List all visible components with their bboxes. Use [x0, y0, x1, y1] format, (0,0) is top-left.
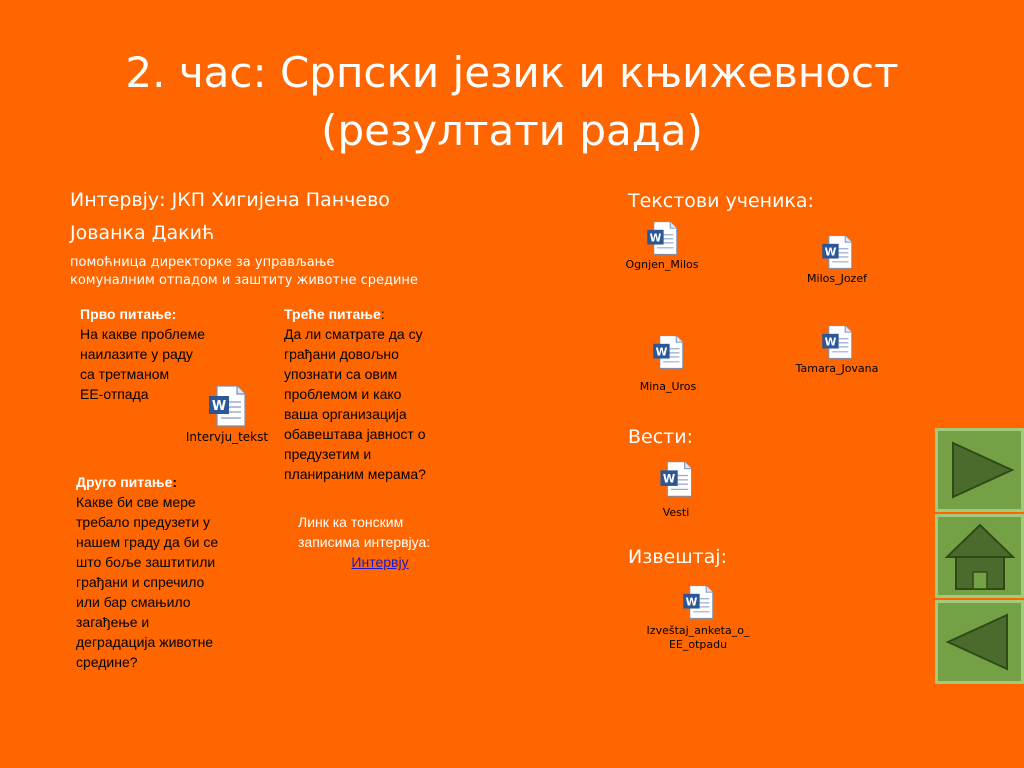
question-2-line: деградација животне: [76, 634, 214, 650]
doc-vesti[interactable]: [616, 460, 736, 520]
interview-role-line-1: помоћница директорке за управљање: [70, 255, 335, 270]
svg-text:W: W: [662, 472, 676, 486]
word-document-icon: [678, 584, 718, 620]
question-2-line: средине?: [76, 654, 138, 670]
doc-caption: Mina_Uros: [639, 380, 697, 393]
word-document-icon: [642, 220, 682, 256]
question-1-colon: :: [171, 306, 177, 322]
interview-role-line-2: комуналним отпадом и заштиту животне средине: [70, 273, 418, 288]
doc-caption: EE_otpadu: [668, 638, 728, 651]
interview-person: Јованка Дакић: [70, 222, 215, 244]
question-1-line: са третманом: [80, 366, 170, 382]
title-line-1: 2. час: Српски језик и књижевност: [125, 48, 899, 97]
home-icon: [940, 517, 1020, 595]
question-1-label: Прво питање: [80, 306, 172, 322]
student-texts-heading: Текстови ученика:: [628, 190, 814, 212]
word-document-icon: [648, 334, 688, 370]
link-intro-line-2: записима интервјуа:: [298, 534, 431, 550]
question-3-line: планираним мерама?: [284, 466, 426, 482]
question-3-line: упознати са овим: [284, 366, 398, 382]
doc-caption: Intervju_tekst: [185, 430, 269, 444]
question-2-line: загађење и: [76, 614, 150, 630]
svg-text:W: W: [649, 231, 662, 245]
home-button[interactable]: [935, 514, 1024, 598]
doc-caption: Milos_Jozef: [807, 272, 867, 285]
question-2-line: или бар смањило: [76, 594, 191, 610]
question-3-line: ваша организација: [284, 406, 407, 422]
question-1-line: наилазите у раду: [80, 346, 193, 362]
doc-caption: Vesti: [662, 506, 690, 519]
question-2-line: грађани и спречило: [76, 574, 205, 590]
word-document-icon: [207, 384, 247, 428]
doc-tamara-jovana[interactable]: [777, 324, 897, 376]
link-intro-line-1: Линк ка тонским: [298, 514, 404, 530]
question-2-line: требало предузети у: [76, 514, 211, 530]
news-heading: Вести:: [628, 426, 693, 448]
question-2-line: нашем граду да би се: [76, 534, 219, 550]
question-2-colon: :: [172, 474, 178, 490]
play-forward-icon: [940, 431, 1020, 509]
question-3-label: Треће питање: [284, 306, 381, 322]
svg-text:W: W: [211, 399, 227, 414]
question-2-label: Друго питање: [76, 474, 173, 490]
svg-text:W: W: [655, 345, 668, 359]
report-heading: Извештај:: [628, 546, 727, 568]
svg-text:W: W: [824, 245, 837, 259]
question-2: [76, 472, 218, 672]
question-3-line: обавештава јавност о: [284, 426, 426, 442]
doc-caption: Ognjen_Milos: [625, 258, 699, 271]
question-2-line: што боље заштитили: [76, 554, 216, 570]
word-document-icon: [817, 234, 857, 270]
question-3: [284, 304, 426, 484]
svg-text:W: W: [824, 335, 837, 349]
question-3-line: грађани довољно: [284, 346, 399, 362]
question-3-colon: :: [380, 306, 385, 322]
doc-caption: Tamara_Jovana: [795, 362, 879, 375]
previous-slide-button[interactable]: [935, 600, 1024, 684]
doc-izvestaj[interactable]: [638, 584, 758, 652]
word-document-icon: [656, 460, 696, 498]
interview-heading: Интервју: ЈКП Хигијена Панчево: [70, 189, 390, 211]
slide-title: [0, 44, 1024, 160]
doc-milos-jozef[interactable]: [777, 234, 897, 286]
doc-intervju-tekst[interactable]: [167, 384, 287, 444]
title-line-2: (резултати рада): [321, 106, 703, 155]
doc-ognjen-milos[interactable]: [602, 220, 722, 272]
question-3-line: Да ли сматрате да су: [284, 326, 423, 342]
doc-caption: Izveštaj_anketa_o_: [646, 624, 750, 637]
play-back-icon: [940, 603, 1020, 681]
question-1-line: На какве проблеме: [80, 326, 205, 342]
question-3-line: проблемом и како: [284, 386, 402, 402]
svg-text:W: W: [685, 595, 698, 609]
interview-audio-link[interactable]: Интервју: [351, 554, 409, 570]
doc-mina-uros[interactable]: [608, 334, 728, 394]
question-3-line: предузетим и: [284, 446, 372, 462]
question-2-line: Какве би све мере: [76, 494, 196, 510]
question-1-line: ЕЕ-отпада: [80, 386, 149, 402]
interview-audio-link-block: [298, 512, 462, 572]
next-slide-button[interactable]: [935, 428, 1024, 512]
word-document-icon: [817, 324, 857, 360]
